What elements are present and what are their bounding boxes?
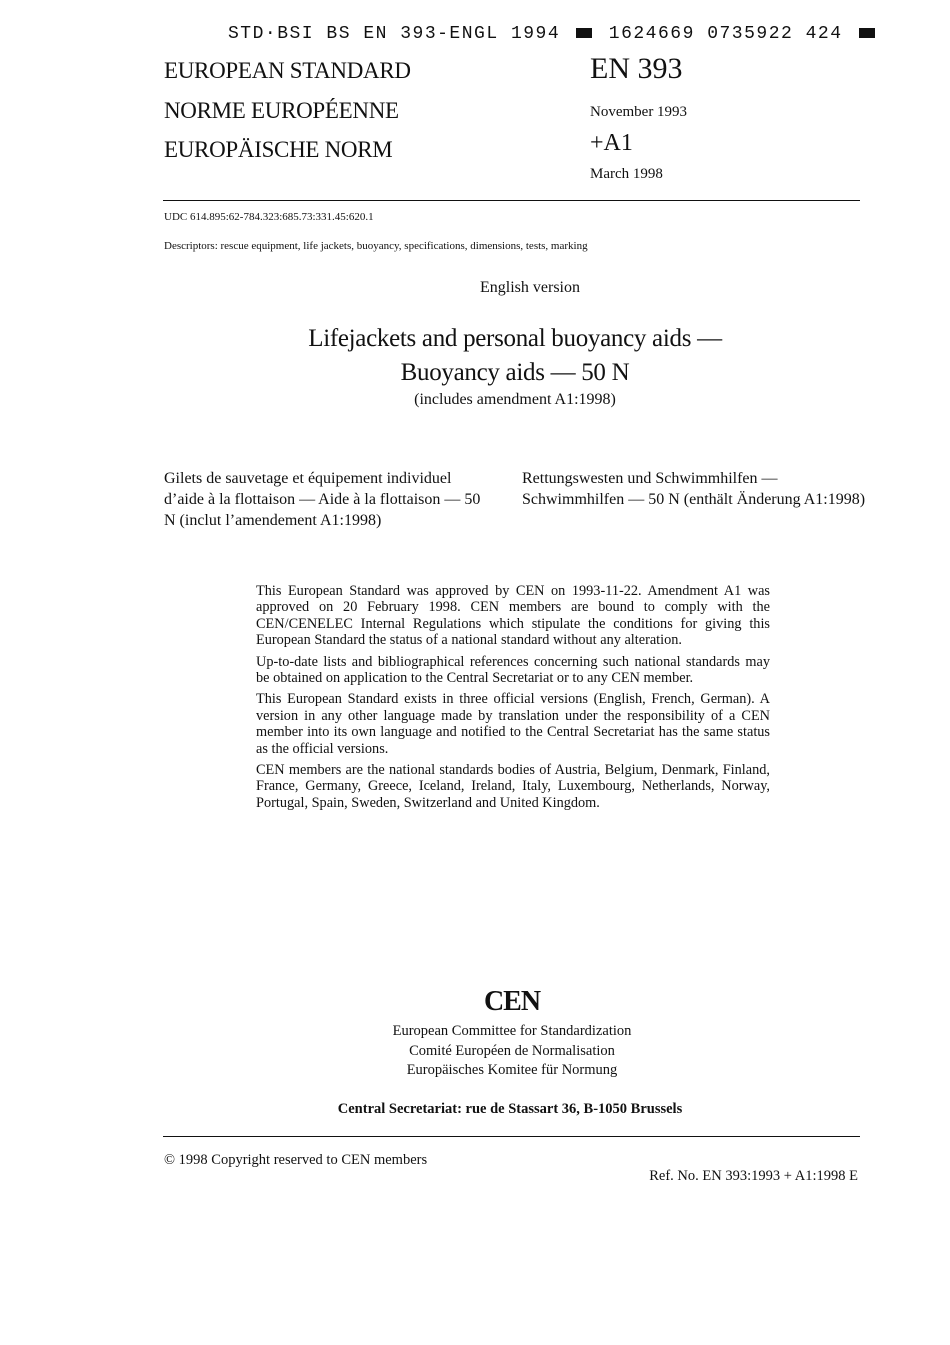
footer-divider bbox=[163, 1136, 860, 1137]
standard-number: EN 393 bbox=[590, 52, 683, 85]
amendment-date: March 1998 bbox=[590, 166, 663, 182]
udc-code: UDC 614.895:62-784.323:685.73:331.45:620.1 bbox=[164, 211, 374, 223]
document-stamp bbox=[228, 24, 879, 44]
paragraph: CEN members are the national standards bodies of Austria, Belgium, Denmark, Finland, France, Germany, Greece, Iceland, Ireland, Italy, Luxembourg, Netherlands, Norway, Portugal, Spain, Sweden, Switzerland and United Kingdom. bbox=[256, 762, 770, 811]
document-title bbox=[0, 322, 950, 390]
header-divider bbox=[163, 200, 860, 201]
german-title: Rettungswesten und Schwimmhilfen — Schwimmhilfen — 50 N (enthält Änderung A1:1998) bbox=[522, 470, 866, 508]
descriptors: Descriptors: rescue equipment, life jackets, buoyancy, specifications, dimensions, tests, marking bbox=[164, 240, 588, 252]
cen-logo: CEN bbox=[483, 986, 541, 1017]
cen-name-de: Europäisches Komitee für Normung bbox=[406, 1062, 618, 1078]
standard-title-en: EUROPEAN STANDARD bbox=[164, 58, 411, 83]
standard-title-fr: NORME EUROPÉENNE bbox=[164, 98, 399, 123]
stamp-text-1: STD·BSI BS EN 393-ENGL 1994 bbox=[228, 24, 561, 44]
stamp-text-2: 1624669 0735922 424 bbox=[608, 24, 843, 44]
central-secretariat: Central Secretariat: rue de Stassart 36, B-1050 Brussels bbox=[337, 1101, 683, 1117]
copyright: © 1998 Copyright reserved to CEN members bbox=[164, 1152, 428, 1168]
cen-name-fr: Comité Européen de Normalisation bbox=[409, 1042, 615, 1059]
title-line-1: Lifejackets and personal buoyancy aids — bbox=[308, 325, 722, 352]
english-version-label: English version bbox=[480, 279, 580, 296]
stamp-block-icon bbox=[576, 28, 592, 38]
paragraph: This European Standard exists in three official versions (English, French, German). A version in any other language made by translation under the responsibility of a CEN member into its own language and notified to the Central Secretariat has the same status as the official versions. bbox=[256, 691, 770, 757]
stamp-block-icon bbox=[859, 28, 875, 38]
standard-title-de: EUROPÄISCHE NORM bbox=[164, 137, 393, 162]
title-line-2: Buoyancy aids — 50 N bbox=[400, 359, 630, 386]
cen-name-en: European Committee for Standardization bbox=[392, 1023, 632, 1039]
issue-date: November 1993 bbox=[590, 104, 688, 120]
reference-number: Ref. No. EN 393:1993 + A1:1998 E bbox=[649, 1168, 858, 1184]
paragraph: Up-to-date lists and bibliographical references concerning such national standards may be obtained on application to the Central Secretariat or to any CEN member. bbox=[256, 653, 770, 687]
amendment-label: +A1 bbox=[590, 130, 633, 156]
french-title: Gilets de sauvetage et équipement individuel d’aide à la flottaison — Aide à la flottaison — 50 N (inclut l’amendement A1:1998) bbox=[164, 470, 481, 529]
paragraph: This European Standard was approved by CEN on 1993-11-22. Amendment A1 was approved on 20 February 1998. CEN members are bound to comply with the CEN/CENELEC Internal Regulations which stipulate the conditions for giving this European Standard the status of a national standard without any alteration. bbox=[256, 583, 770, 649]
cen-names bbox=[0, 1022, 950, 1081]
includes-amendment: (includes amendment A1:1998) bbox=[414, 391, 616, 408]
approval-text bbox=[256, 583, 770, 816]
